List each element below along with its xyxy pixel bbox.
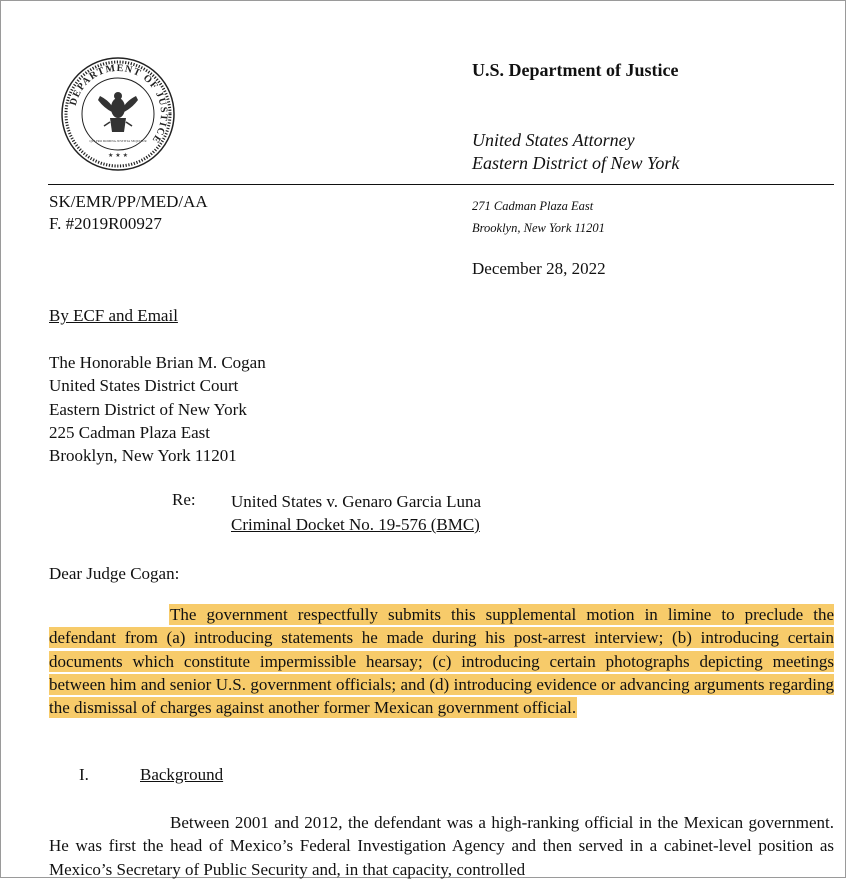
recipient-line: 225 Cadman Plaza East (49, 422, 210, 442)
office-address (472, 195, 605, 239)
reference-block (49, 191, 208, 235)
eagle-icon (98, 92, 138, 132)
re-block (231, 490, 481, 536)
seal-motto: QUI PRO DOMINA JUSTITIA SEQUITUR (89, 139, 147, 143)
agency-name: U.S. Department of Justice (472, 60, 679, 80)
highlighted-text: The government respectfully submits this supplemental motion in limine to preclude the defendant from (a) introducing statements he made during his post-arrest interview; (b) introducing certain documents which constitute impermissible hearsay; (c) introducing certain photographs depicting meetings between him and senior U.S. government officials; and (d) introducing evidence or advancing arguments regarding the dismissal of charges against another former Mexican government official. (49, 605, 834, 718)
recipient-address (49, 351, 266, 467)
intro-paragraph (49, 603, 834, 719)
seal-ring-text: DEPARTMENT OF JUSTICE (67, 62, 170, 146)
recipient-line: United States District Court (49, 376, 239, 396)
re-label: Re: (172, 490, 196, 509)
address-line-2: Brooklyn, New York 11201 (472, 221, 605, 235)
docket-number: Criminal Docket No. 19-576 (BMC) (231, 515, 480, 534)
office-name (472, 129, 679, 175)
letter-date: December 28, 2022 (472, 259, 606, 278)
case-caption: United States v. Genaro Garcia Luna (231, 492, 482, 511)
office-line-2: Eastern District of New York (472, 153, 680, 173)
seal-stars-icon: ★ ★ ★ (108, 152, 128, 159)
recipient-line: The Honorable Brian M. Cogan (49, 353, 266, 372)
address-line-1: 271 Cadman Plaza East (472, 199, 594, 213)
recipient-line: Brooklyn, New York 11201 (49, 446, 237, 466)
background-paragraph: Between 2001 and 2012, the defendant was a high-ranking official in the Mexican government. He was first the head of Mexico’s Federal Investigation Agency and then served in a cabinet-level position as Mexico’s Secretary of Public Security and, in that capacity, controlled (49, 813, 834, 879)
salutation: Dear Judge Cogan: (49, 564, 180, 583)
recipient-line: Eastern District of New York (49, 399, 247, 419)
office-line-1: United States Attorney (472, 130, 635, 150)
letterhead-rule (48, 184, 834, 185)
doj-seal (60, 56, 176, 172)
delivery-method: By ECF and Email (49, 306, 178, 325)
reference-initials: SK/EMR/PP/MED/AA (49, 192, 208, 211)
section-title: Background (140, 765, 224, 784)
section-number: I. (79, 765, 89, 784)
file-number: F. #2019R00927 (49, 214, 162, 233)
